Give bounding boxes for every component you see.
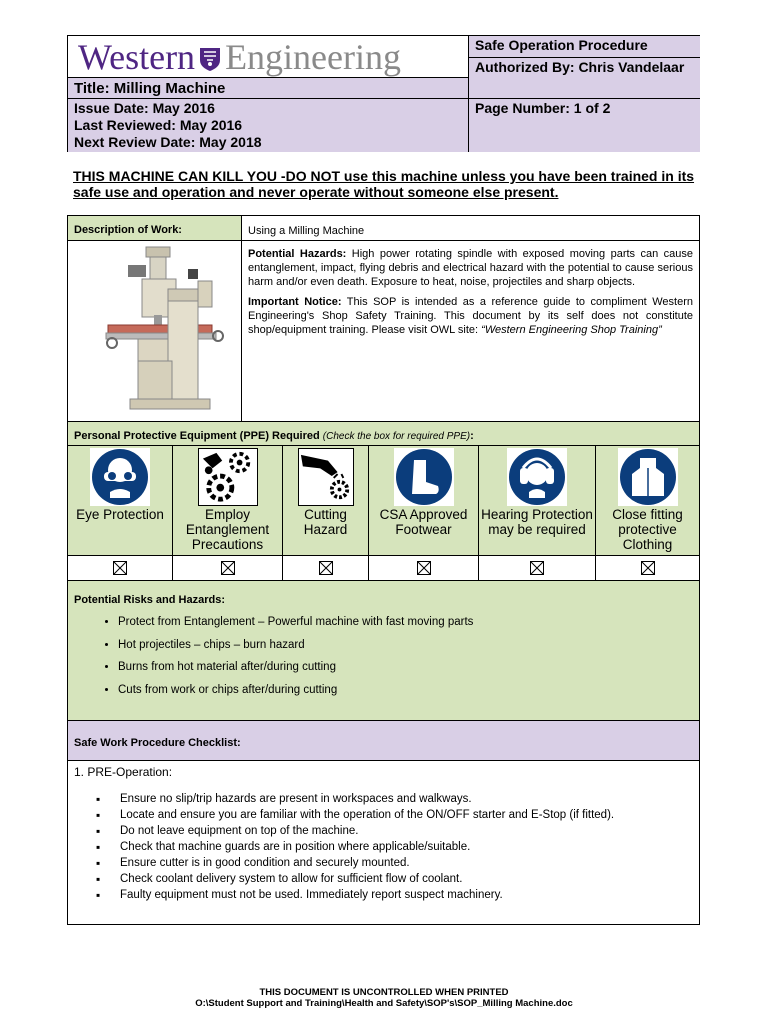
issue-date: Issue Date: May 2016 — [74, 100, 215, 116]
protective-apron-icon — [618, 448, 678, 506]
ppe-label: Close fitting protective Clothing — [612, 507, 683, 552]
safety-boot-icon — [394, 448, 454, 506]
checkbox-checked-icon[interactable] — [319, 561, 333, 575]
checkbox-checked-icon[interactable] — [417, 561, 431, 575]
authorized-by: Authorized By: Chris Vandelaar — [475, 59, 685, 75]
checkbox-checked-icon[interactable] — [641, 561, 655, 575]
hazards-row — [68, 241, 699, 422]
ppe-checkbox-cell — [68, 555, 173, 581]
dates-cell — [68, 98, 468, 152]
ppe-eye-protection — [68, 446, 173, 555]
checkbox-checked-icon[interactable] — [113, 561, 127, 575]
potential-hazards-label: Potential Hazards: — [248, 248, 347, 260]
owl-site-link: “Western Engineering Shop Training” — [481, 324, 662, 336]
title-cell — [68, 77, 468, 98]
important-notice-label: Important Notice: — [248, 296, 342, 308]
milling-machine-image — [68, 241, 242, 421]
western-engineering-logo — [78, 37, 401, 77]
ppe-label: Hearing Protection may be required — [481, 507, 593, 537]
ppe-heading-colon: : — [470, 430, 474, 442]
sop-main-table — [67, 215, 700, 925]
checklist-section — [68, 755, 699, 924]
ppe-label: Cutting Hazard — [303, 507, 348, 537]
checklist-list — [120, 791, 690, 903]
ppe-checkbox-cell — [283, 555, 369, 581]
ppe-heading-note: (Check the box for required PPE) — [322, 431, 471, 442]
ppe-heading — [68, 422, 699, 446]
entanglement-gears-icon — [198, 448, 258, 506]
ppe-clothing — [596, 446, 699, 555]
checklist-heading: Safe Work Procedure Checklist: — [68, 721, 699, 761]
next-review-date: Next Review Date: May 2018 — [74, 134, 262, 150]
header-table — [67, 35, 700, 152]
ppe-label: CSA Approved Footwear — [379, 507, 468, 537]
university-crest-icon — [199, 46, 221, 72]
last-reviewed: Last Reviewed: May 2016 — [74, 117, 243, 133]
page-number: Page Number: 1 of 2 — [475, 100, 611, 116]
ppe-checkbox-cell — [173, 555, 283, 581]
important-notice-text: This SOP is intended as a reference guide to compliment Western Engineering's Shop Safety Training. This document by its self does not constitute shop/equipment training. Please visit OWL site: — [248, 296, 693, 336]
ppe-footwear — [369, 446, 479, 555]
risks-section — [68, 581, 699, 721]
ppe-label: Employ Entanglement Precautions — [185, 507, 270, 552]
ppe-label: Eye Protection — [76, 507, 164, 522]
cutting-hazard-hand-icon — [298, 448, 354, 506]
list-item: ▪ Ensure cutter is in good condition and securely mounted. — [120, 855, 690, 871]
description-value: Using a Milling Machine — [248, 225, 365, 237]
authorized-cell — [468, 57, 700, 98]
logo-word-engineering: Engineering — [225, 37, 402, 77]
ppe-checkbox-cell — [479, 555, 596, 581]
list-item: • Hot projectiles – chips – burn hazard — [118, 638, 693, 652]
danger-warning: THIS MACHINE CAN KILL YOU -DO NOT use this machine unless you have been trained in its safe use and operation and never operate without someone else present. — [73, 168, 695, 200]
potential-hazards-text: High power rotating spindle with exposed moving parts can cause entanglement, impact, flying debris and electrical hazard with the potential to cause serious harm and/or even death. Exposure to heat, noise, projectiles and sharp objects. — [248, 248, 693, 288]
list-item: • Protect from Entanglement – Powerful machine with fast moving parts — [118, 615, 693, 629]
ppe-checkbox-cell — [596, 555, 699, 581]
list-item: • Cuts from work or chips after/during cutting — [118, 683, 693, 697]
ppe-heading-text: Personal Protective Equipment (PPE) Required — [74, 430, 320, 442]
sop-label: Safe Operation Procedure — [475, 37, 648, 53]
list-item: ▪ Check that machine guards are in position where applicable/suitable. — [120, 839, 690, 855]
uncontrolled-notice: THIS DOCUMENT IS UNCONTROLLED WHEN PRINTED — [259, 987, 509, 998]
document-title: Title: Milling Machine — [74, 80, 226, 97]
page-number-cell — [468, 98, 700, 152]
list-item: ▪ Faulty equipment must not be used. Immediately report suspect machinery. — [120, 887, 690, 903]
ppe-cutting-hazard — [283, 446, 369, 555]
ppe-entanglement — [173, 446, 283, 555]
list-item: ▪ Locate and ensure you are familiar with the operation of the ON/OFF starter and E-Stop (if fitted). — [120, 807, 690, 823]
ppe-section — [68, 422, 699, 789]
document-footer — [0, 987, 768, 1009]
hazards-text-cell — [248, 247, 693, 343]
list-item: ▪ Ensure no slip/trip hazards are present in workspaces and walkways. — [120, 791, 690, 807]
risks-heading: Potential Risks and Hazards: — [74, 594, 225, 606]
sop-cell — [468, 36, 700, 57]
description-label: Description of Work: — [68, 216, 242, 240]
risks-list — [74, 615, 693, 697]
description-row — [68, 216, 699, 241]
logo-cell — [68, 36, 468, 77]
machine-image-cell — [68, 241, 242, 421]
file-path: O:\Student Support and Training\Health and Safety\SOP's\SOP_Milling Machine.doc — [195, 998, 573, 1009]
eye-protection-icon — [90, 448, 150, 506]
list-item: ▪ Check coolant delivery system to allow for sufficient flow of coolant. — [120, 871, 690, 887]
checkbox-checked-icon[interactable] — [530, 561, 544, 575]
list-item: • Burns from hot material after/during cutting — [118, 660, 693, 674]
ppe-hearing — [479, 446, 596, 555]
pre-operation-heading: 1. PRE-Operation: — [74, 765, 173, 779]
list-item: ▪ Do not leave equipment on top of the machine. — [120, 823, 690, 839]
logo-word-western: Western — [78, 37, 196, 77]
ppe-checkbox-cell — [369, 555, 479, 581]
checkbox-checked-icon[interactable] — [221, 561, 235, 575]
hearing-protection-icon — [507, 448, 567, 506]
